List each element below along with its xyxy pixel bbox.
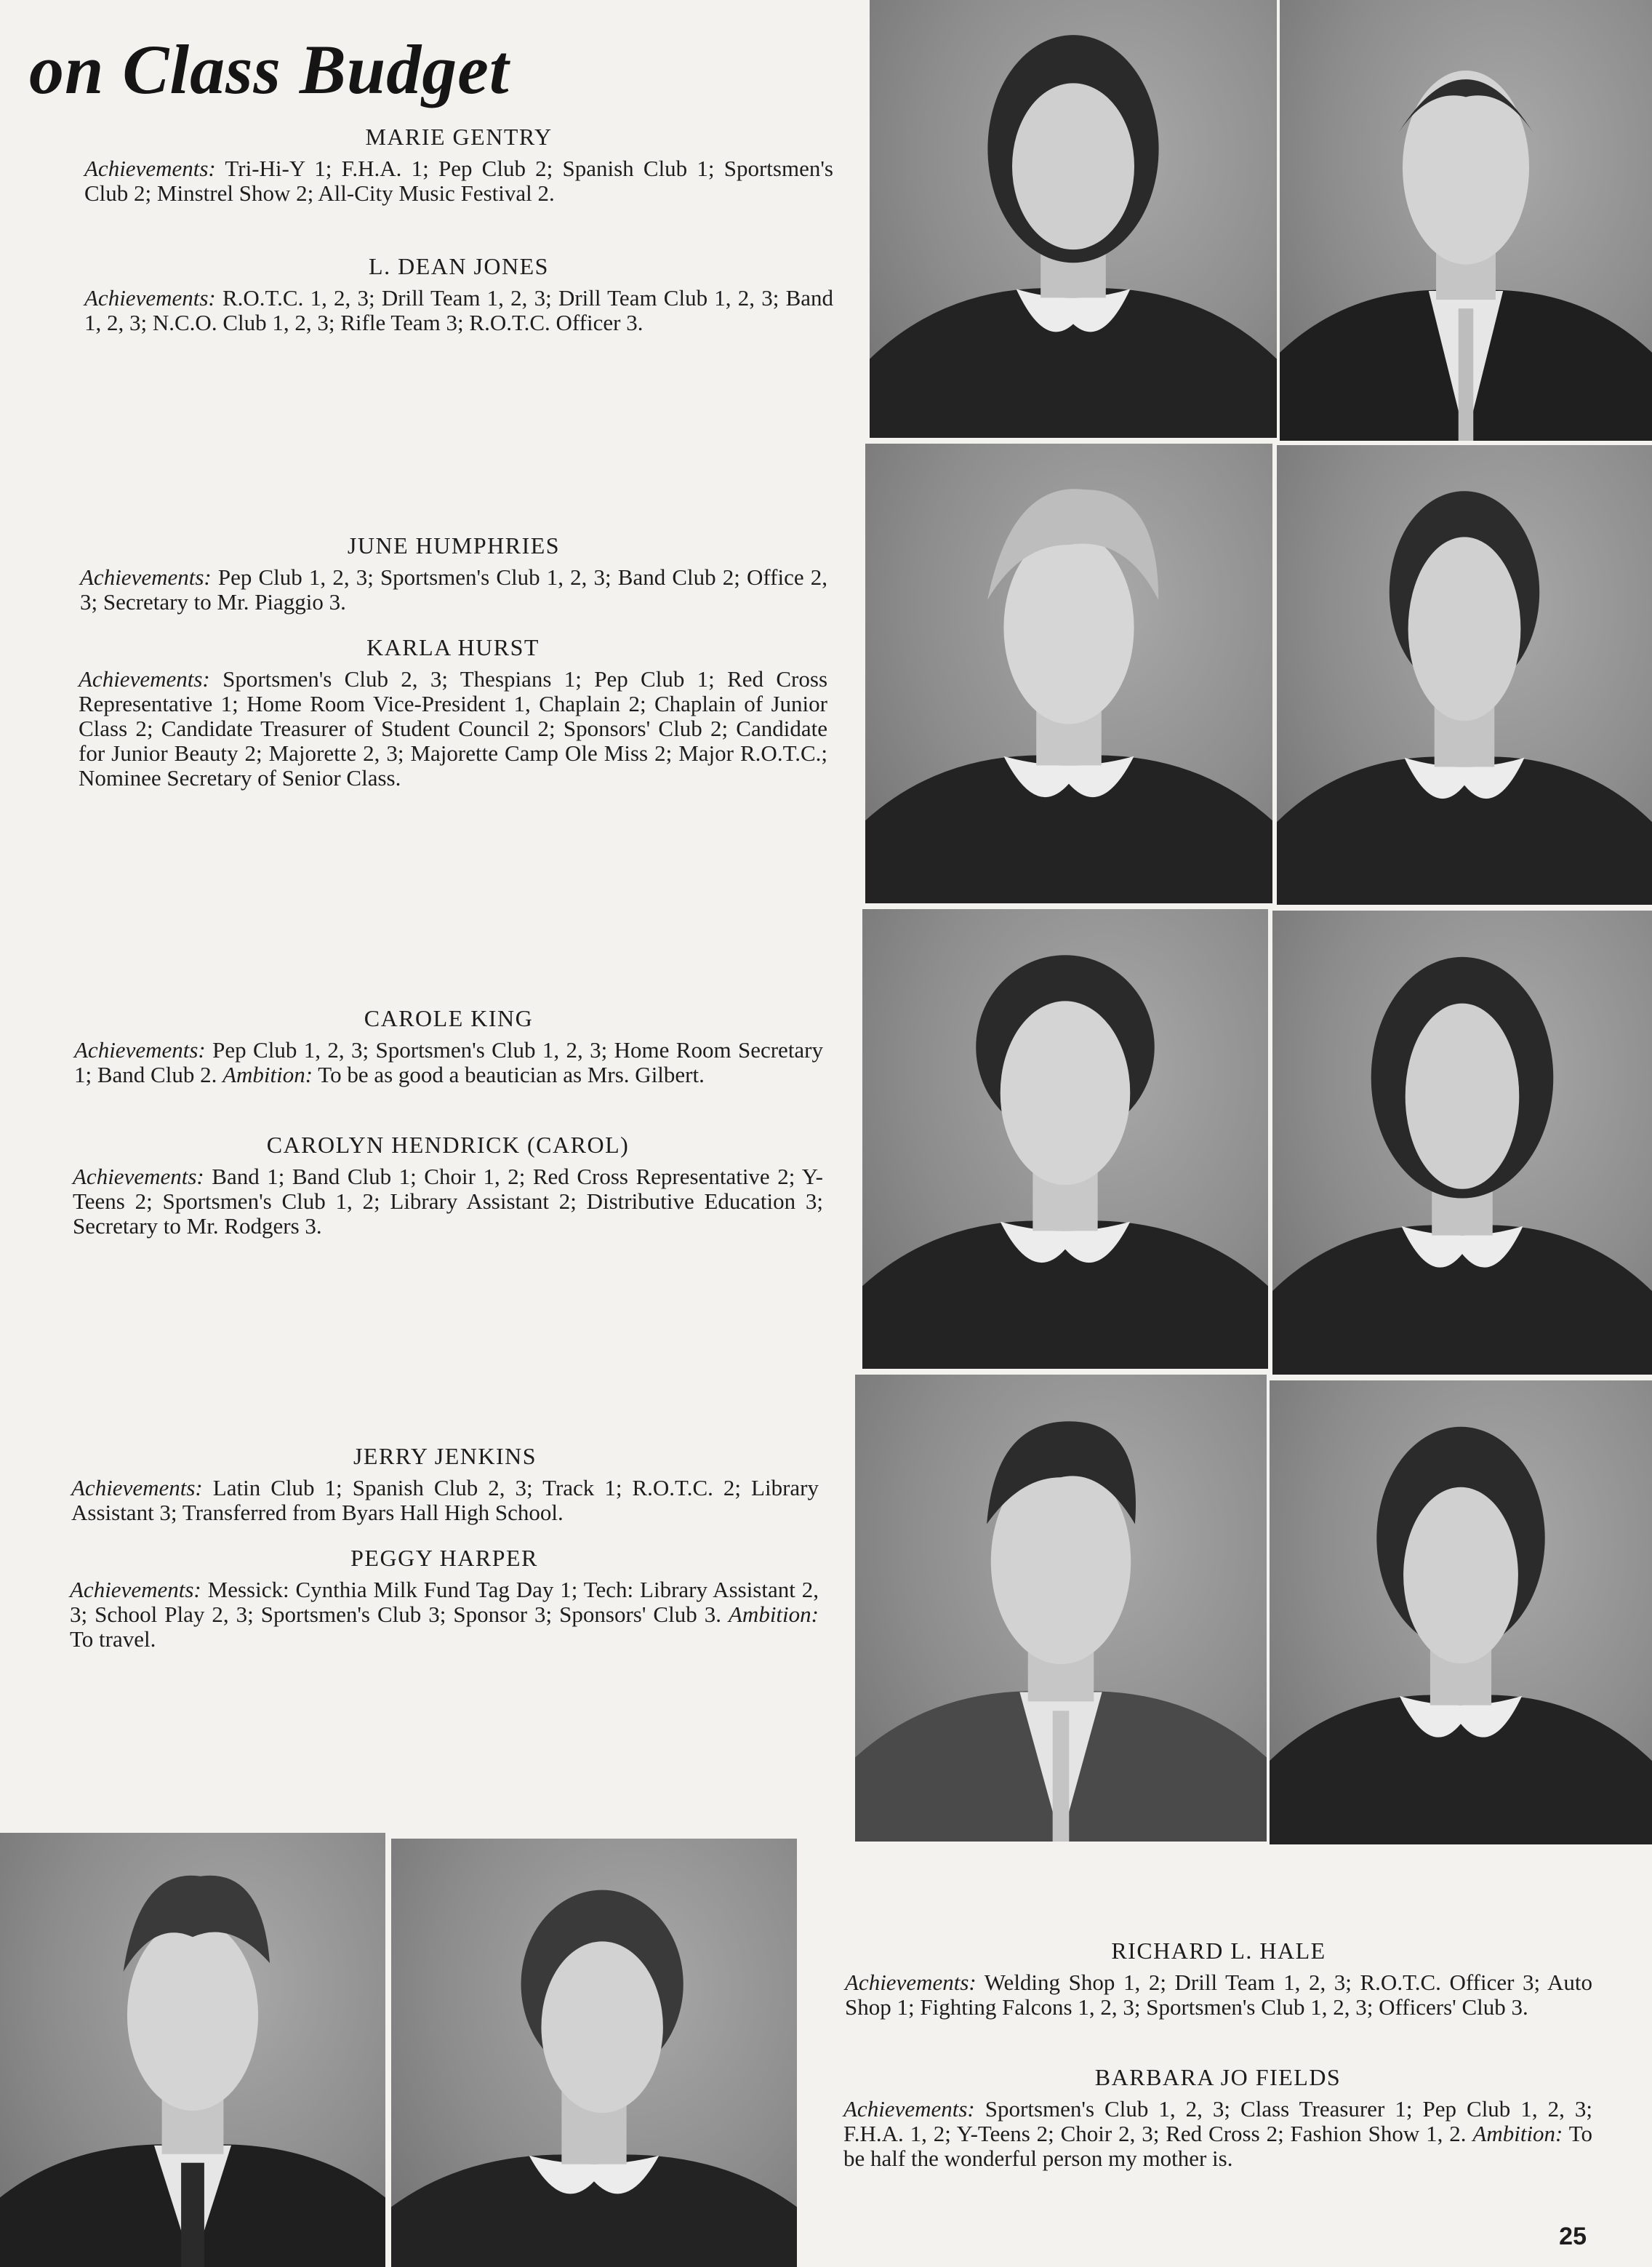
ambition-label: Ambition: (729, 1602, 819, 1627)
student-bio (84, 286, 833, 335)
achievements-label: Achievements: (843, 2096, 975, 2122)
achievements-label: Achievements: (73, 1164, 204, 1189)
student-name: CAROLE KING (364, 1005, 534, 1031)
portrait-photo-dean-jones (1280, 0, 1652, 441)
portrait-photo-richard-hale (0, 1833, 385, 2267)
portrait-photo-dean-jones (1280, 0, 1652, 441)
student-name: CAROLYN HENDRICK (CAROL) (266, 1132, 630, 1158)
portrait-photo-richard-hale (0, 1833, 385, 2267)
ambition-label: Ambition: (1472, 2121, 1563, 2146)
entry-barbara-fields (843, 2064, 1592, 2171)
achievements-text: Welding Shop 1, 2; Drill Team 1, 2, 3; R.O.T.C. Officer 3; Auto Shop 1; Fighting Falcons 1, 2, 3; Sportsmen's Club 1, 2, 3; Officers' Club 3. (845, 1970, 1592, 2020)
student-bio (70, 1578, 819, 1652)
entry-marie-gentry (84, 124, 833, 206)
student-bio (845, 1970, 1592, 2020)
entry-richard-hale (845, 1938, 1592, 2020)
student-name: PEGGY HARPER (350, 1545, 538, 1571)
achievements-text: Pep Club 1, 2, 3; Sportsmen's Club 1, 2, 3; Home Room Secretary 1; Band Club 2. (74, 1037, 824, 1087)
student-bio (74, 1038, 823, 1087)
student-name: RICHARD L. HALE (1111, 1938, 1326, 1964)
portrait-photo-barbara-fields (391, 1839, 797, 2267)
student-name: JERRY JENKINS (353, 1443, 537, 1469)
page-title: on Class Budget (29, 31, 510, 108)
entry-carole-king (74, 1005, 823, 1087)
student-bio (71, 1476, 819, 1525)
achievements-label: Achievements: (84, 156, 216, 181)
student-name: JUNE HUMPHRIES (347, 532, 561, 559)
student-bio (79, 667, 827, 791)
achievements-label: Achievements: (84, 285, 216, 311)
student-name: MARIE GENTRY (365, 124, 553, 150)
portrait-photo-barbara-fields (391, 1839, 797, 2267)
achievements-text: Sportsmen's Club 2, 3; Thespians 1; Pep Club 1; Red Cross Representative 1; Home Room Vice-President 1, Chaplain 2; Chaplain of Junior Class 2; Candidate Treasurer of Student Council 2; Sponsors' Club 2; Candidate for Junior Beauty 2; Majorette 2, 3; Majorette Camp Ole Miss 2; Major R.O.T.C.; Nominee Secretary of Senior Class. (79, 666, 828, 791)
portrait-photo-peggy-harper (1270, 1380, 1652, 1844)
student-name: KARLA HURST (366, 634, 540, 660)
achievements-label: Achievements: (71, 1475, 203, 1500)
entry-karla-hurst (79, 634, 827, 791)
portrait-photo-june-humphries (865, 444, 1272, 903)
achievements-text: Sportsmen's Club 1, 2, 3; Class Treasurer 1; Pep Club 1, 2, 3; F.H.A. 1, 2; Y-Teens 2; Choir 2, 3; Red Cross 2; Fashion Show 1, 2. (843, 2096, 1592, 2146)
achievements-text: Latin Club 1; Spanish Club 2, 3; Track 1; R.O.T.C. 2; Library Assistant 3; Transferred from Byars Hall High School. (71, 1475, 819, 1525)
achievements-text: Tri-Hi-Y 1; F.H.A. 1; Pep Club 2; Spanish Club 1; Sportsmen's Club 2; Minstrel Show 2; All-City Music Festival 2. (84, 156, 833, 206)
portrait-photo-marie-gentry (870, 0, 1277, 438)
student-bio (80, 565, 827, 615)
portrait-photo-karla-hurst (1277, 445, 1652, 905)
portrait-photo-jerry-jenkins (855, 1375, 1267, 1842)
entry-peggy-harper (70, 1545, 819, 1652)
ambition-text: To travel. (70, 1626, 156, 1652)
ambition-label: Ambition: (222, 1062, 313, 1087)
achievements-label: Achievements: (74, 1037, 206, 1063)
achievements-label: Achievements: (70, 1577, 201, 1602)
achievements-label: Achievements: (79, 666, 210, 692)
portrait-photo-jerry-jenkins (855, 1375, 1267, 1842)
portrait-photo-marie-gentry (870, 0, 1277, 438)
entry-carolyn-hendrick (73, 1132, 823, 1239)
entry-dean-jones (84, 253, 833, 335)
achievements-text: Band 1; Band Club 1; Choir 1, 2; Red Cross Representative 2; Y-Teens 2; Sportsmen's Club 1, 2; Library Assistant 2; Distributive Education 3; Secretary to Mr. Rodgers 3. (73, 1164, 823, 1239)
achievements-label: Achievements: (80, 564, 212, 590)
student-name: L. DEAN JONES (369, 253, 549, 279)
achievements-label: Achievements: (845, 1970, 977, 1995)
portrait-photo-peggy-harper (1270, 1380, 1652, 1844)
achievements-text: Pep Club 1, 2, 3; Sportsmen's Club 1, 2, 3; Band Club 2; Office 2, 3; Secretary to Mr. Piaggio 3. (80, 564, 828, 615)
portrait-photo-carolyn-hendrick (1272, 911, 1652, 1375)
student-name: BARBARA JO FIELDS (1094, 2064, 1342, 2090)
ambition-text: To be as good a beautician as Mrs. Gilbert. (318, 1062, 705, 1087)
portrait-photo-karla-hurst (1277, 445, 1652, 905)
portrait-photo-carole-king (862, 909, 1268, 1369)
portrait-photo-carole-king (862, 909, 1268, 1369)
portrait-photo-june-humphries (865, 444, 1272, 903)
entry-june-humphries (80, 532, 827, 615)
student-bio (843, 2097, 1592, 2171)
page-number: 25 (1559, 2223, 1587, 2250)
achievements-text: R.O.T.C. 1, 2, 3; Drill Team 1, 2, 3; Drill Team Club 1, 2, 3; Band 1, 2, 3; N.C.O. Club 1, 2, 3; Rifle Team 3; R.O.T.C. Officer 3. (84, 285, 834, 335)
achievements-text: Messick: Cynthia Milk Fund Tag Day 1; Tech: Library Assistant 2, 3; School Play 2, 3; Sportsmen's Club 3; Sponsor 3; Sponsors' Club 3. (70, 1577, 819, 1627)
student-bio (73, 1164, 823, 1239)
ambition-text: To be half the wonderful person my mother is. (843, 2121, 1592, 2171)
student-bio (84, 156, 833, 206)
portrait-photo-carolyn-hendrick (1272, 911, 1652, 1375)
entry-jerry-jenkins (71, 1443, 819, 1525)
